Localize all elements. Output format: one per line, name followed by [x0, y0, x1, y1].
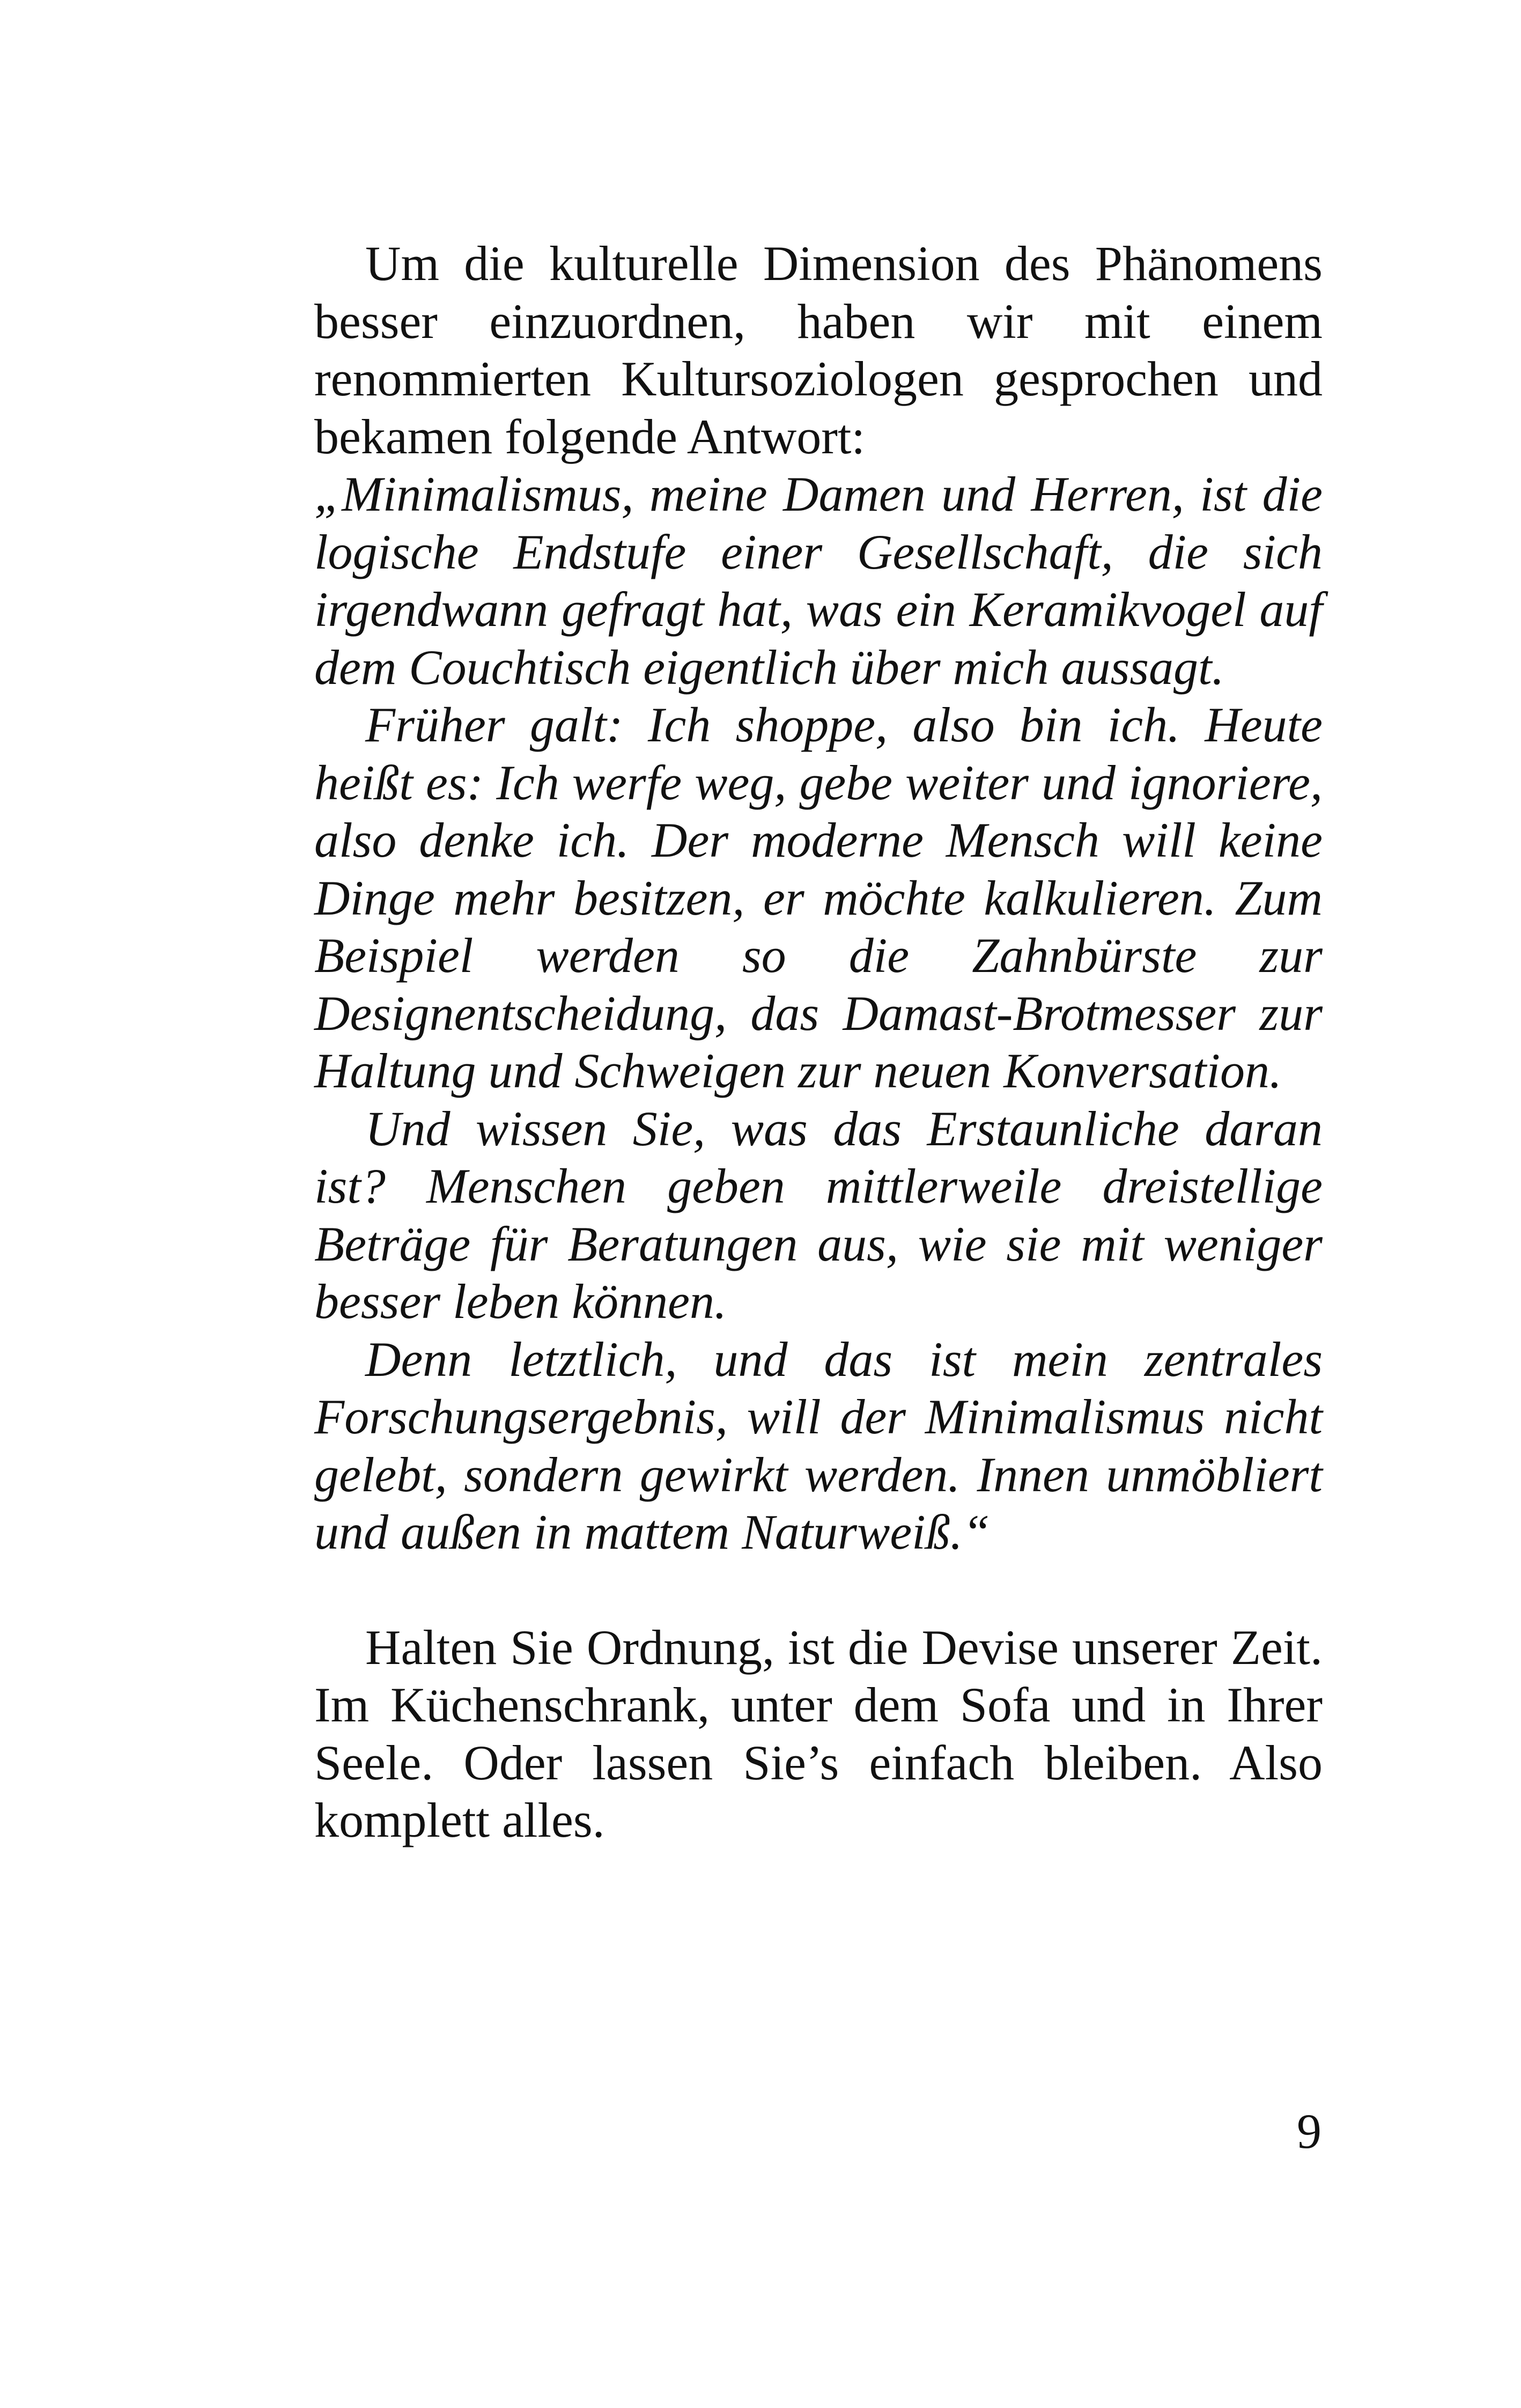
body-text [314, 235, 1323, 1850]
quote-paragraph-4: Denn letztlich, und das ist mein zentrales Forschungsergebnis, will der Minimalismus nicht gelebt, sondern gewirkt werden. Innen unmöbliert und außen in mattem Naturweiß.“ [314, 1331, 1323, 1559]
quote-paragraph-3: Und wissen Sie, was das Erstaunliche daran ist? Menschen geben mittlerweile dreistellige Beträge für Beratungen aus, wie sie mit weniger besser leben können. [314, 1101, 1323, 1329]
intro-paragraph [314, 235, 1323, 696]
intro-text: Um die kulturelle Dimension des Phänomens besser einzuordnen, haben wir mit einem renommierten Kultursoziologen gesprochen und bekamen folgende Antwort: [314, 236, 1323, 464]
paragraph-gap [314, 1562, 1323, 1619]
quote-paragraph-2: Früher galt: Ich shoppe, also bin ich. Heute heißt es: Ich werfe weg, gebe weiter und ignoriere, also denke ich. Der moderne Mensch will keine Dinge mehr besitzen, er möchte kalkulieren. Zum Beispiel werden so die Zahnbürste zur Designentscheidung, das Damast-Brotmesser zur Haltung und Schweigen zur neuen Konversation. [314, 697, 1323, 1098]
closing-paragraph: Halten Sie Ordnung, ist die Devise unserer Zeit. Im Küchenschrank, unter dem Sofa und in Ihrer Seele. Oder lassen Sie’s einfach bleiben. Also komplett alles. [314, 1619, 1323, 1847]
quote-paragraph-1: „Minimalismus, meine Damen und Herren, ist die logische Endstufe einer Gesellschaft, die sich irgendwann gefragt hat, was ein Keramikvogel auf dem Couchtisch eigentlich über mich aussagt. [314, 467, 1323, 695]
page-number: 9 [1297, 2104, 1321, 2159]
